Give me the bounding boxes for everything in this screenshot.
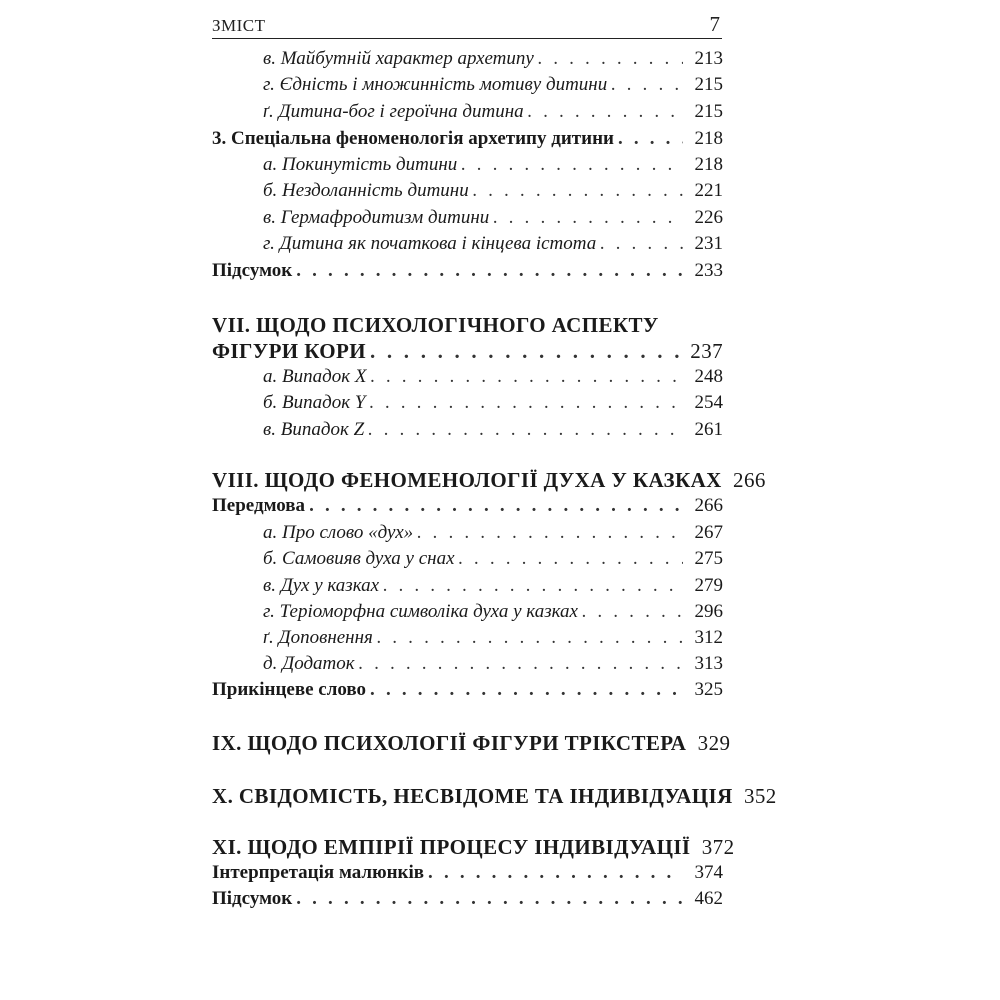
toc-entry-page: 218 xyxy=(694,154,723,175)
toc-section-label: Підсумок xyxy=(212,260,293,281)
toc-entry-label: в. Гермафродитизм дитини xyxy=(263,207,490,228)
toc-entry xyxy=(263,520,723,546)
dot-leader xyxy=(459,546,683,572)
toc-entry-page: 213 xyxy=(694,48,723,69)
dot-leader xyxy=(296,886,683,912)
toc-chapter xyxy=(212,467,766,493)
toc-entry xyxy=(263,390,723,416)
toc-entry xyxy=(263,546,723,572)
toc-entry xyxy=(263,72,723,98)
toc-entry-page: 372 xyxy=(701,835,735,859)
dot-leader xyxy=(383,573,683,599)
dot-leader xyxy=(473,178,683,204)
toc-entry xyxy=(263,573,723,599)
toc-chapter-title-line1: VII. ЩОДО ПСИХОЛОГІЧНОГО АСПЕКТУ xyxy=(212,313,659,337)
running-head-page-number: 7 xyxy=(709,12,720,36)
toc-entry xyxy=(263,205,723,231)
dot-leader xyxy=(528,99,683,125)
toc-entry-label: г. Єдність і множинність мотиву дитини xyxy=(263,74,608,95)
toc-entry-page: 325 xyxy=(694,679,723,700)
dot-leader xyxy=(369,390,683,416)
toc-entry-page: 266 xyxy=(733,468,766,492)
toc-section-label: Прикінцеве слово xyxy=(212,679,367,700)
toc-entry-page: 329 xyxy=(697,731,731,755)
toc-entry-label: д. Додаток xyxy=(263,653,355,674)
toc-entry xyxy=(263,231,723,257)
toc-entry-page: 254 xyxy=(694,392,723,413)
toc-section xyxy=(212,258,723,284)
toc-entry xyxy=(263,651,723,677)
toc-section-label: 3. Спеціальна феноменологія архетипу дитини xyxy=(212,128,614,149)
toc-entry-page: 312 xyxy=(694,627,723,648)
toc-entry-page: 462 xyxy=(694,888,723,909)
toc-chapter xyxy=(212,338,723,364)
toc-entry-label: г. Дитина як початкова і кінцева істота xyxy=(263,233,597,254)
toc-entry-label: а. Про слово «дух» xyxy=(263,522,414,543)
toc-entry-page: 215 xyxy=(694,74,723,95)
toc-entry-page: 231 xyxy=(694,233,723,254)
toc-section-label: Інтерпретація малюнків xyxy=(212,862,425,883)
toc-section xyxy=(212,126,723,152)
toc-entry-page: 275 xyxy=(694,548,723,569)
dot-leader xyxy=(582,599,683,625)
toc-entry-page: 226 xyxy=(694,207,723,228)
toc-entry-page: 296 xyxy=(694,601,723,622)
toc-entry-page: 352 xyxy=(743,784,777,808)
toc-entry-label: б. Нездоланність дитини xyxy=(263,180,469,201)
toc-entry-label: ґ. Доповнення xyxy=(263,627,373,648)
toc-chapter-label: X. СВІДОМІСТЬ, НЕСВІДОМЕ ТА ІНДИВІДУАЦІЯ xyxy=(212,784,733,808)
toc-entry-label: в. Майбутній характер архетипу xyxy=(263,48,534,69)
toc-chapter-label: ФІГУРИ КОРИ xyxy=(212,339,366,363)
toc-entry-page: 221 xyxy=(694,180,723,201)
toc-entry-label: ґ. Дитина-бог і героїчна дитина xyxy=(263,101,524,122)
toc-section xyxy=(212,493,723,519)
toc-section-label: Підсумок xyxy=(212,888,293,909)
toc-entry xyxy=(263,417,723,443)
toc-entry-label: б. Випадок Y xyxy=(263,392,366,413)
dot-leader xyxy=(368,417,683,443)
toc-entry-label: в. Дух у казках xyxy=(263,575,380,596)
toc-chapter xyxy=(212,834,735,860)
toc-section xyxy=(212,860,723,886)
toc-section-label: Передмова xyxy=(212,495,306,516)
toc-entry-page: 237 xyxy=(690,339,723,363)
toc-entry xyxy=(263,46,723,72)
toc-entry-label: а. Випадок X xyxy=(263,366,367,387)
dot-leader xyxy=(493,205,683,231)
toc-entry-page: 267 xyxy=(694,522,723,543)
toc-entry-page: 374 xyxy=(694,862,723,883)
dot-leader xyxy=(370,338,683,364)
dot-leader xyxy=(370,364,683,390)
toc-entry xyxy=(263,152,723,178)
toc-entry-page: 233 xyxy=(694,260,723,281)
toc-entry-page: 313 xyxy=(694,653,723,674)
toc-entry xyxy=(263,625,723,651)
dot-leader xyxy=(600,231,683,257)
toc-entry-page: 248 xyxy=(694,366,723,387)
dot-leader xyxy=(359,651,683,677)
dot-leader xyxy=(461,152,683,178)
toc-chapter-label: XI. ЩОДО ЕМПІРІЇ ПРОЦЕСУ ІНДИВІДУАЦІЇ xyxy=(212,835,691,859)
toc-chapter-label: IX. ЩОДО ПСИХОЛОГІЇ ФІГУРИ ТРІКСТЕРА xyxy=(212,731,687,755)
dot-leader xyxy=(538,46,683,72)
toc-entry-page: 261 xyxy=(694,419,723,440)
toc-section xyxy=(212,677,723,703)
toc-entry-page: 218 xyxy=(694,128,723,149)
dot-leader xyxy=(296,258,683,284)
toc-entry xyxy=(263,99,723,125)
toc-chapter xyxy=(212,783,777,809)
toc-entry xyxy=(263,599,723,625)
toc-entry-page: 279 xyxy=(694,575,723,596)
toc-chapter-label: VIII. ЩОДО ФЕНОМЕНОЛОГІЇ ДУХА У КАЗКАХ xyxy=(212,468,722,492)
dot-leader xyxy=(377,625,683,651)
dot-leader xyxy=(428,860,683,886)
toc-entry-label: в. Випадок Z xyxy=(263,419,365,440)
dot-leader xyxy=(309,493,683,519)
toc-entry xyxy=(263,178,723,204)
toc-entry-label: б. Самовияв духа у снах xyxy=(263,548,455,569)
dot-leader xyxy=(618,126,683,152)
toc-entry-label: а. Покинутість дитини xyxy=(263,154,458,175)
dot-leader xyxy=(417,520,683,546)
toc-entry-page: 215 xyxy=(694,101,723,122)
running-head-title: ЗМІСТ xyxy=(212,16,266,35)
toc-entry-page: 266 xyxy=(694,495,723,516)
toc-entry xyxy=(263,364,723,390)
toc-chapter xyxy=(212,730,731,756)
dot-leader xyxy=(370,677,683,703)
dot-leader xyxy=(611,72,683,98)
toc-section xyxy=(212,886,723,912)
toc-entry-label: г. Теріоморфна символіка духа у казках xyxy=(263,601,578,622)
